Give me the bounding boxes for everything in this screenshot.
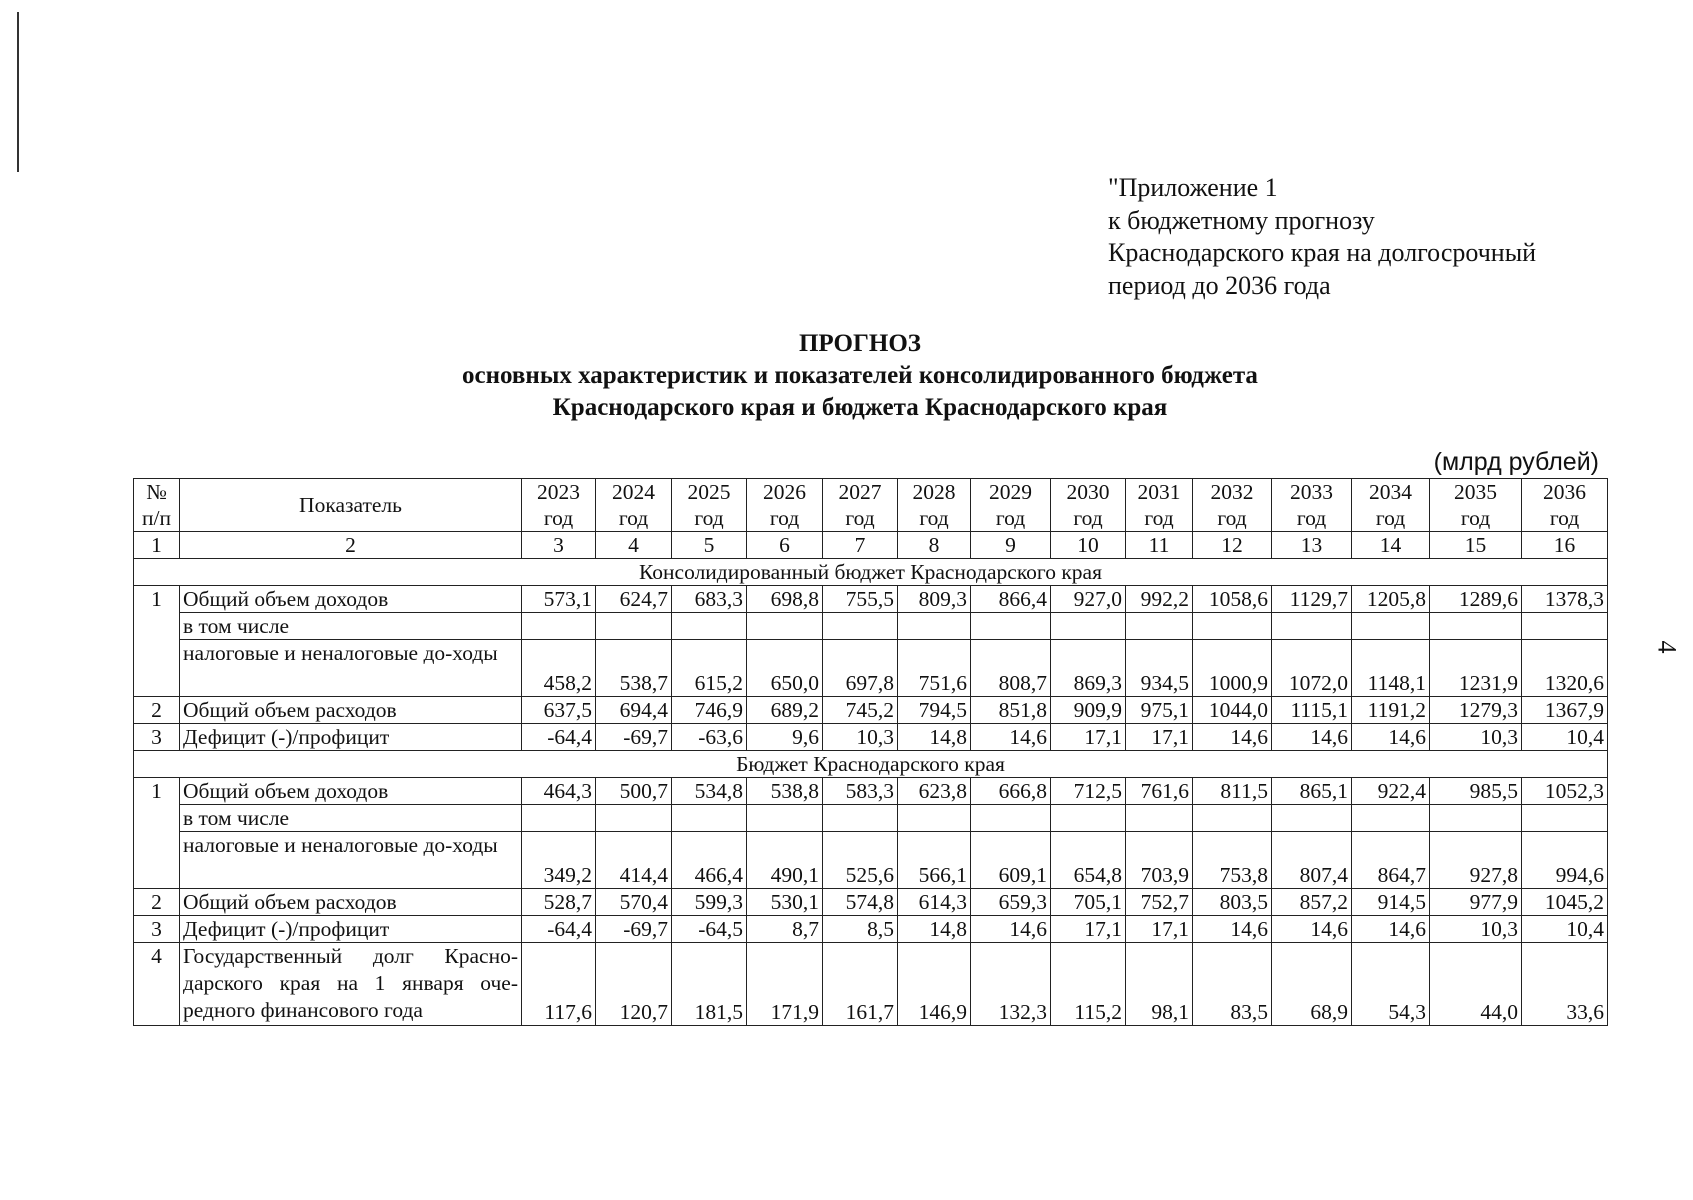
value-cell: 1052,3 [1522, 778, 1608, 805]
header-year: 2028 год [898, 479, 971, 532]
value-cell: 14,6 [971, 724, 1051, 751]
value-cell [1430, 613, 1522, 640]
value-cell: 809,3 [898, 586, 971, 613]
value-cell [1272, 613, 1352, 640]
value-cell: 14,6 [1272, 916, 1352, 943]
table-row [134, 613, 1608, 640]
header-year: 2025 год [672, 479, 747, 532]
value-cell: 500,7 [596, 778, 672, 805]
value-cell [971, 805, 1051, 832]
table-body [134, 532, 1608, 1026]
column-number: 10 [1051, 532, 1126, 559]
value-cell: 934,5 [1126, 640, 1193, 697]
table-row [134, 889, 1608, 916]
value-cell: 753,8 [1193, 832, 1272, 889]
section-title: Бюджет Краснодарского края [134, 751, 1608, 778]
value-cell [672, 613, 747, 640]
row-indicator: в том числе [180, 613, 522, 640]
value-cell: 10,3 [823, 724, 898, 751]
value-cell: 807,4 [1272, 832, 1352, 889]
table-row [134, 697, 1608, 724]
value-cell: 349,2 [522, 832, 596, 889]
value-cell: 985,5 [1430, 778, 1522, 805]
page-number: 4 [1652, 640, 1682, 654]
value-cell: 534,8 [672, 778, 747, 805]
column-number: 7 [823, 532, 898, 559]
value-cell: 975,1 [1126, 697, 1193, 724]
value-cell: 10,3 [1430, 916, 1522, 943]
value-cell: 464,3 [522, 778, 596, 805]
value-cell: 14,6 [1272, 724, 1352, 751]
value-cell: 583,3 [823, 778, 898, 805]
value-cell [747, 613, 823, 640]
value-cell: 752,7 [1126, 889, 1193, 916]
value-cell: 851,8 [971, 697, 1051, 724]
value-cell: 570,4 [596, 889, 672, 916]
column-number: 2 [180, 532, 522, 559]
value-cell: 694,4 [596, 697, 672, 724]
value-cell: 745,2 [823, 697, 898, 724]
column-number: 1 [134, 532, 180, 559]
value-cell: 566,1 [898, 832, 971, 889]
value-cell: 17,1 [1051, 916, 1126, 943]
table-row [134, 916, 1608, 943]
row-number: 1 [134, 586, 180, 697]
row-indicator: Общий объем расходов [180, 697, 522, 724]
value-cell: 1205,8 [1352, 586, 1430, 613]
header-year: 2035 год [1430, 479, 1522, 532]
column-number: 16 [1522, 532, 1608, 559]
value-cell: -63,6 [672, 724, 747, 751]
header-year: 2032 год [1193, 479, 1272, 532]
row-indicator: налоговые и неналоговые до-ходы [180, 640, 522, 697]
value-cell [1272, 805, 1352, 832]
value-cell: 10,3 [1430, 724, 1522, 751]
column-number: 9 [971, 532, 1051, 559]
value-cell: -69,7 [596, 724, 672, 751]
row-indicator: Общий объем доходов [180, 586, 522, 613]
value-cell: 181,5 [672, 943, 747, 1026]
value-cell: -64,4 [522, 724, 596, 751]
value-cell: 914,5 [1352, 889, 1430, 916]
table-row [134, 778, 1608, 805]
value-cell: 17,1 [1126, 916, 1193, 943]
document-heading [0, 328, 1693, 424]
table-row [134, 586, 1608, 613]
heading-subtitle: Краснодарского края и бюджета Краснодарского края [552, 394, 1168, 421]
header-year: 2034 год [1352, 479, 1430, 532]
value-cell: 650,0 [747, 640, 823, 697]
value-cell: 654,8 [1051, 832, 1126, 889]
value-cell: 927,0 [1051, 586, 1126, 613]
table-row [134, 805, 1608, 832]
value-cell: 538,8 [747, 778, 823, 805]
value-cell: 573,1 [522, 586, 596, 613]
value-cell: 712,5 [1051, 778, 1126, 805]
value-cell [522, 613, 596, 640]
header-year: 2023 год [522, 479, 596, 532]
column-number: 5 [672, 532, 747, 559]
value-cell: 1129,7 [1272, 586, 1352, 613]
appendix-line: "Приложение 1 [1108, 173, 1278, 202]
column-number: 12 [1193, 532, 1272, 559]
row-indicator: Дефицит (-)/профицит [180, 724, 522, 751]
value-cell: 490,1 [747, 832, 823, 889]
value-cell: 755,5 [823, 586, 898, 613]
value-cell: 864,7 [1352, 832, 1430, 889]
value-cell: 14,6 [1352, 724, 1430, 751]
value-cell: 751,6 [898, 640, 971, 697]
value-cell: 33,6 [1522, 943, 1608, 1026]
value-cell [1193, 805, 1272, 832]
value-cell: 44,0 [1430, 943, 1522, 1026]
appendix-line: к бюджетному прогнозу [1108, 205, 1375, 235]
appendix-line: период до 2036 года [1108, 270, 1331, 300]
value-cell: 466,4 [672, 832, 747, 889]
value-cell: 909,9 [1051, 697, 1126, 724]
row-number: 2 [134, 697, 180, 724]
value-cell: 1320,6 [1522, 640, 1608, 697]
value-cell [823, 805, 898, 832]
value-cell [1430, 805, 1522, 832]
value-cell: 1115,1 [1272, 697, 1352, 724]
header-year: 2026 год [747, 479, 823, 532]
value-cell: 857,2 [1272, 889, 1352, 916]
value-cell: 927,8 [1430, 832, 1522, 889]
value-cell: 599,3 [672, 889, 747, 916]
section-row [134, 559, 1608, 586]
value-cell [672, 805, 747, 832]
value-cell: 146,9 [898, 943, 971, 1026]
column-number: 11 [1126, 532, 1193, 559]
value-cell: 538,7 [596, 640, 672, 697]
value-cell [1051, 805, 1126, 832]
value-cell: 528,7 [522, 889, 596, 916]
value-cell: 866,4 [971, 586, 1051, 613]
value-cell: 68,9 [1272, 943, 1352, 1026]
value-cell [522, 805, 596, 832]
column-number: 6 [747, 532, 823, 559]
value-cell [1126, 613, 1193, 640]
value-cell: 120,7 [596, 943, 672, 1026]
margin-line [17, 12, 19, 172]
header-year: 2031 год [1126, 479, 1193, 532]
value-cell: 17,1 [1051, 724, 1126, 751]
row-indicator: Государственный долг Красно-дарского края на 1 января оче-редного финансового года [180, 943, 522, 1026]
section-title: Консолидированный бюджет Краснодарского края [134, 559, 1608, 586]
header-year: 2030 год [1051, 479, 1126, 532]
value-cell: 623,8 [898, 778, 971, 805]
row-indicator: Общий объем расходов [180, 889, 522, 916]
value-cell: 14,8 [898, 916, 971, 943]
value-cell: 697,8 [823, 640, 898, 697]
value-cell [1051, 613, 1126, 640]
value-cell: 1191,2 [1352, 697, 1430, 724]
value-cell: 525,6 [823, 832, 898, 889]
value-cell: 171,9 [747, 943, 823, 1026]
header-indicator: Показатель [180, 479, 522, 532]
value-cell: 8,5 [823, 916, 898, 943]
table-row [134, 832, 1608, 889]
table-row [134, 724, 1608, 751]
column-number: 14 [1352, 532, 1430, 559]
value-cell: 1044,0 [1193, 697, 1272, 724]
value-cell: 1072,0 [1272, 640, 1352, 697]
heading-title: ПРОГНОЗ [798, 330, 921, 357]
value-cell [1522, 805, 1608, 832]
value-cell: 132,3 [971, 943, 1051, 1026]
value-cell: 1045,2 [1522, 889, 1608, 916]
value-cell: 808,7 [971, 640, 1051, 697]
value-cell: -69,7 [596, 916, 672, 943]
row-indicator: налоговые и неналоговые до-ходы [180, 832, 522, 889]
value-cell: 1378,3 [1522, 586, 1608, 613]
column-number: 4 [596, 532, 672, 559]
column-number: 3 [522, 532, 596, 559]
value-cell: 14,6 [1193, 724, 1272, 751]
value-cell [1352, 613, 1430, 640]
row-number: 3 [134, 724, 180, 751]
row-indicator: Дефицит (-)/профицит [180, 916, 522, 943]
value-cell: 865,1 [1272, 778, 1352, 805]
value-cell: 746,9 [672, 697, 747, 724]
value-cell: 705,1 [1051, 889, 1126, 916]
appendix-line: Краснодарского края на долгосрочный [1108, 238, 1537, 267]
value-cell: 14,8 [898, 724, 971, 751]
column-number: 8 [898, 532, 971, 559]
value-cell [971, 613, 1051, 640]
value-cell: 703,9 [1126, 832, 1193, 889]
value-cell: 683,3 [672, 586, 747, 613]
heading-subtitle: основных характеристик и показателей консолидированного бюджета [462, 362, 1258, 389]
value-cell: 17,1 [1126, 724, 1193, 751]
row-indicator: в том числе [180, 805, 522, 832]
header-year: 2036 год [1522, 479, 1608, 532]
table-row [134, 943, 1608, 1026]
value-cell: -64,5 [672, 916, 747, 943]
value-cell: 794,5 [898, 697, 971, 724]
value-cell [1126, 805, 1193, 832]
value-cell: 8,7 [747, 916, 823, 943]
value-cell: 761,6 [1126, 778, 1193, 805]
value-cell [596, 805, 672, 832]
row-number: 1 [134, 778, 180, 889]
header-year: 2024 год [596, 479, 672, 532]
header-year: 2027 год [823, 479, 898, 532]
appendix-note [1108, 172, 1536, 302]
column-number-row [134, 532, 1608, 559]
value-cell [1522, 613, 1608, 640]
value-cell: -64,4 [522, 916, 596, 943]
value-cell: 14,6 [1352, 916, 1430, 943]
value-cell: 803,5 [1193, 889, 1272, 916]
value-cell: 922,4 [1352, 778, 1430, 805]
value-cell: 977,9 [1430, 889, 1522, 916]
value-cell: 9,6 [747, 724, 823, 751]
value-cell: 14,6 [971, 916, 1051, 943]
value-cell: 614,3 [898, 889, 971, 916]
value-cell [1193, 613, 1272, 640]
value-cell: 698,8 [747, 586, 823, 613]
value-cell [596, 613, 672, 640]
header-no: № п/п [134, 479, 180, 532]
value-cell: 10,4 [1522, 916, 1608, 943]
row-number: 3 [134, 916, 180, 943]
value-cell: 530,1 [747, 889, 823, 916]
value-cell: 1058,6 [1193, 586, 1272, 613]
value-cell: 574,8 [823, 889, 898, 916]
header-year: 2033 год [1272, 479, 1352, 532]
row-number: 4 [134, 943, 180, 1026]
value-cell: 414,4 [596, 832, 672, 889]
value-cell: 624,7 [596, 586, 672, 613]
value-cell: 14,6 [1193, 916, 1272, 943]
value-cell: 811,5 [1193, 778, 1272, 805]
value-cell: 869,3 [1051, 640, 1126, 697]
value-cell: 666,8 [971, 778, 1051, 805]
value-cell [823, 613, 898, 640]
value-cell: 994,6 [1522, 832, 1608, 889]
value-cell: 1231,9 [1430, 640, 1522, 697]
value-cell: 98,1 [1126, 943, 1193, 1026]
value-cell: 83,5 [1193, 943, 1272, 1026]
table-row [134, 640, 1608, 697]
value-cell [898, 613, 971, 640]
value-cell: 10,4 [1522, 724, 1608, 751]
table-header [134, 479, 1608, 532]
value-cell: 1289,6 [1430, 586, 1522, 613]
value-cell: 117,6 [522, 943, 596, 1026]
value-cell: 609,1 [971, 832, 1051, 889]
column-number: 15 [1430, 532, 1522, 559]
value-cell: 992,2 [1126, 586, 1193, 613]
section-row [134, 751, 1608, 778]
value-cell: 115,2 [1051, 943, 1126, 1026]
value-cell: 659,3 [971, 889, 1051, 916]
value-cell: 161,7 [823, 943, 898, 1026]
value-cell: 1367,9 [1522, 697, 1608, 724]
value-cell: 637,5 [522, 697, 596, 724]
value-cell: 1000,9 [1193, 640, 1272, 697]
value-cell [898, 805, 971, 832]
value-cell [747, 805, 823, 832]
row-indicator: Общий объем доходов [180, 778, 522, 805]
header-year: 2029 год [971, 479, 1051, 532]
forecast-table [133, 478, 1608, 1026]
value-cell: 458,2 [522, 640, 596, 697]
column-number: 13 [1272, 532, 1352, 559]
value-cell: 689,2 [747, 697, 823, 724]
value-cell: 54,3 [1352, 943, 1430, 1026]
value-cell [1352, 805, 1430, 832]
row-number: 2 [134, 889, 180, 916]
value-cell: 615,2 [672, 640, 747, 697]
value-cell: 1148,1 [1352, 640, 1430, 697]
unit-label: (млрд рублей) [1433, 448, 1599, 476]
value-cell: 1279,3 [1430, 697, 1522, 724]
